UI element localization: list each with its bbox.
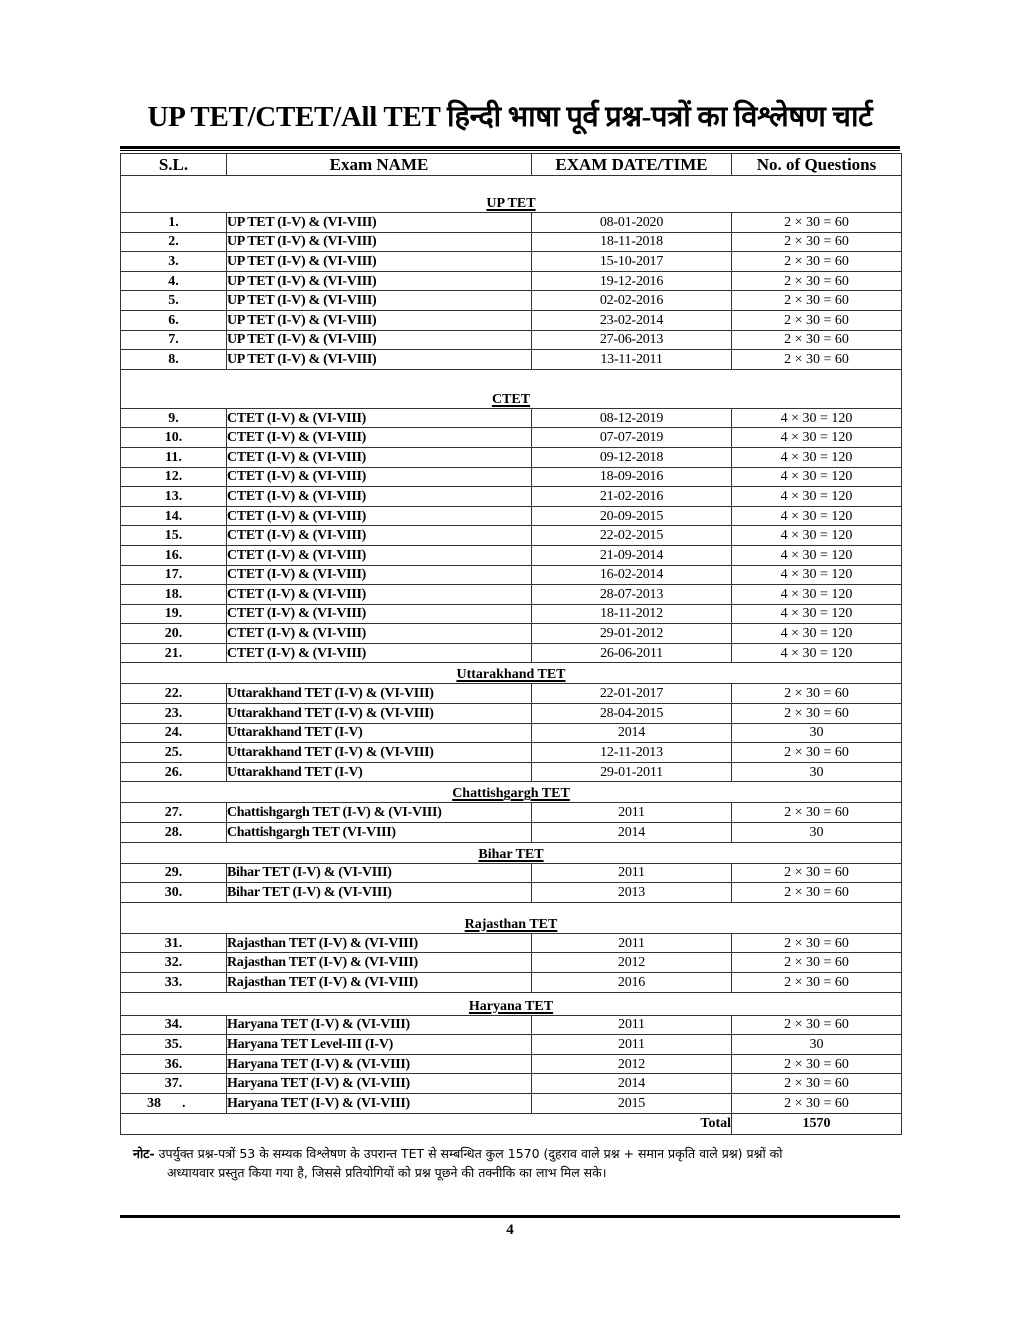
cell-sl: 3.: [121, 252, 227, 272]
cell-questions: 2 × 30 = 60: [732, 213, 902, 233]
cell-sl: 21.: [121, 643, 227, 663]
section-heading: [121, 782, 902, 803]
cell-exam-date: 12-11-2013: [532, 743, 732, 763]
table-row: [121, 1074, 902, 1094]
section-row: [121, 842, 902, 863]
header-sl: S.L.: [121, 154, 227, 176]
exam-analysis-table: [120, 153, 902, 1135]
cell-questions: 30: [732, 1035, 902, 1055]
cell-questions: 4 × 30 = 120: [732, 585, 902, 605]
cell-questions: 2 × 30 = 60: [732, 684, 902, 704]
cell-exam-date: 08-01-2020: [532, 213, 732, 233]
cell-questions: 2 × 30 = 60: [732, 973, 902, 993]
cell-sl: 30.: [121, 883, 227, 903]
table-row: [121, 823, 902, 843]
cell-exam-name: Chattishgargh TET (VI-VIII): [227, 823, 532, 843]
table-row: [121, 1054, 902, 1074]
cell-exam-name: Rajasthan TET (I-V) & (VI-VIII): [227, 973, 532, 993]
cell-questions: 4 × 30 = 120: [732, 428, 902, 448]
page-title: UP TET/CTET/All TET हिन्दी भाषा पूर्व प्रश्न-पत्रों का विश्लेषण चार्ट: [147, 101, 873, 133]
table-row: [121, 604, 902, 624]
cell-sl: 16.: [121, 545, 227, 565]
table-row: [121, 883, 902, 903]
cell-sl: 8.: [121, 350, 227, 370]
title-rule-thin: [120, 150, 900, 151]
table-row: [121, 545, 902, 565]
cell-exam-date: 20-09-2015: [532, 506, 732, 526]
table-row: [121, 585, 902, 605]
note-line-1: उपर्युक्त प्रश्न-पत्रों 53 के सम्यक विश्लेषण के उपरान्त TET से सम्बन्धित कुल 1570 (दुहराव वाले प्रश्न + समान प्रकृति वाले प्रश्न) प्रश्नों को: [158, 1146, 783, 1161]
cell-questions: 2 × 30 = 60: [732, 1074, 902, 1094]
cell-sl: 22.: [121, 684, 227, 704]
cell-sl: 18.: [121, 585, 227, 605]
cell-sl: 24.: [121, 723, 227, 743]
cell-exam-date: 28-07-2013: [532, 585, 732, 605]
cell-questions: 2 × 30 = 60: [732, 1054, 902, 1074]
cell-exam-date: 18-09-2016: [532, 467, 732, 487]
cell-exam-date: 2012: [532, 1054, 732, 1074]
cell-exam-date: 28-04-2015: [532, 704, 732, 724]
cell-sl: 26.: [121, 762, 227, 782]
cell-exam-date: 07-07-2019: [532, 428, 732, 448]
table-row: [121, 330, 902, 350]
table-body: [121, 176, 902, 1114]
footer-rule: [120, 1215, 900, 1218]
cell-exam-name: Haryana TET (I-V) & (VI-VIII): [227, 1074, 532, 1094]
table-row: [121, 624, 902, 644]
cell-questions: 30: [732, 723, 902, 743]
cell-questions: 30: [732, 823, 902, 843]
table-row: [121, 506, 902, 526]
cell-exam-name: CTET (I-V) & (VI-VIII): [227, 467, 532, 487]
cell-exam-name: CTET (I-V) & (VI-VIII): [227, 408, 532, 428]
cell-sl: 35.: [121, 1035, 227, 1055]
cell-sl: 9.: [121, 408, 227, 428]
cell-sl: 5.: [121, 291, 227, 311]
cell-sl: 6.: [121, 310, 227, 330]
cell-questions: 2 × 30 = 60: [732, 953, 902, 973]
cell-exam-name: Haryana TET (I-V) & (VI-VIII): [227, 1093, 532, 1113]
note-label: नोट-: [133, 1146, 155, 1161]
cell-exam-date: 2011: [532, 1015, 732, 1035]
table-row: [121, 428, 902, 448]
table-row: [121, 467, 902, 487]
cell-exam-date: 18-11-2012: [532, 604, 732, 624]
cell-exam-date: 2016: [532, 973, 732, 993]
total-row: [121, 1113, 902, 1134]
cell-questions: 2 × 30 = 60: [732, 883, 902, 903]
cell-sl: 20.: [121, 624, 227, 644]
cell-sl: 10.: [121, 428, 227, 448]
cell-exam-name: CTET (I-V) & (VI-VIII): [227, 585, 532, 605]
cell-exam-date: 08-12-2019: [532, 408, 732, 428]
cell-questions: 4 × 30 = 120: [732, 545, 902, 565]
title-rule-thick: [120, 146, 900, 149]
cell-exam-date: 22-01-2017: [532, 684, 732, 704]
cell-questions: 2 × 30 = 60: [732, 271, 902, 291]
cell-exam-date: 29-01-2011: [532, 762, 732, 782]
cell-questions: 4 × 30 = 120: [732, 565, 902, 585]
table-row: [121, 762, 902, 782]
cell-exam-name: CTET (I-V) & (VI-VIII): [227, 526, 532, 546]
cell-sl: 4.: [121, 271, 227, 291]
cell-exam-name: Uttarakhand TET (I-V) & (VI-VIII): [227, 743, 532, 763]
cell-exam-date: 21-02-2016: [532, 487, 732, 507]
cell-questions: 2 × 30 = 60: [732, 803, 902, 823]
table-row: [121, 350, 902, 370]
table-row: [121, 863, 902, 883]
cell-exam-name: UP TET (I-V) & (VI-VIII): [227, 310, 532, 330]
cell-sl: 23.: [121, 704, 227, 724]
total-label: Total: [121, 1113, 732, 1134]
cell-exam-name: Haryana TET (I-V) & (VI-VIII): [227, 1015, 532, 1035]
header-questions: No. of Questions: [732, 154, 902, 176]
cell-exam-name: CTET (I-V) & (VI-VIII): [227, 565, 532, 585]
cell-exam-date: 2014: [532, 1074, 732, 1094]
table-row: [121, 803, 902, 823]
cell-exam-name: Chattishgargh TET (I-V) & (VI-VIII): [227, 803, 532, 823]
cell-questions: 4 × 30 = 120: [732, 487, 902, 507]
note-line-2: अध्यायवार प्रस्तुत किया गया है, जिससे प्रतियोगियों को प्रश्न पूछने की तक्नीकि का लाभ मिल सके।: [167, 1165, 607, 1180]
cell-questions: 4 × 30 = 120: [732, 506, 902, 526]
table-header-row: [121, 154, 902, 176]
table-row: [121, 213, 902, 233]
section-row: [121, 176, 902, 213]
cell-sl: 32.: [121, 953, 227, 973]
cell-exam-name: Haryana TET (I-V) & (VI-VIII): [227, 1054, 532, 1074]
section-heading: [121, 369, 902, 408]
cell-exam-date: 2013: [532, 883, 732, 903]
table-row: [121, 447, 902, 467]
table-row: [121, 953, 902, 973]
table-row: [121, 1093, 902, 1113]
cell-exam-date: 02-02-2016: [532, 291, 732, 311]
table-row: [121, 252, 902, 272]
cell-questions: 4 × 30 = 120: [732, 408, 902, 428]
cell-exam-date: 15-10-2017: [532, 252, 732, 272]
cell-sl: 1.: [121, 213, 227, 233]
cell-questions: 2 × 30 = 60: [732, 1015, 902, 1035]
table-row: [121, 232, 902, 252]
cell-exam-date: 22-02-2015: [532, 526, 732, 546]
table-row: [121, 743, 902, 763]
cell-exam-date: 09-12-2018: [532, 447, 732, 467]
cell-exam-name: CTET (I-V) & (VI-VIII): [227, 506, 532, 526]
cell-exam-date: 2014: [532, 823, 732, 843]
cell-sl: 19.: [121, 604, 227, 624]
cell-exam-name: UP TET (I-V) & (VI-VIII): [227, 252, 532, 272]
cell-sl: 7.: [121, 330, 227, 350]
cell-exam-name: CTET (I-V) & (VI-VIII): [227, 487, 532, 507]
cell-exam-name: Bihar TET (I-V) & (VI-VIII): [227, 883, 532, 903]
table-row: [121, 723, 902, 743]
table-row: [121, 704, 902, 724]
section-title: Rajasthan TET: [464, 916, 558, 932]
cell-exam-name: Rajasthan TET (I-V) & (VI-VIII): [227, 933, 532, 953]
cell-sl: 34.: [121, 1015, 227, 1035]
cell-exam-date: 26-06-2011: [532, 643, 732, 663]
cell-sl: 27.: [121, 803, 227, 823]
cell-exam-name: CTET (I-V) & (VI-VIII): [227, 604, 532, 624]
cell-exam-name: UP TET (I-V) & (VI-VIII): [227, 232, 532, 252]
cell-sl: 12.: [121, 467, 227, 487]
cell-questions: 4 × 30 = 120: [732, 526, 902, 546]
section-row: [121, 369, 902, 408]
section-heading: [121, 842, 902, 863]
cell-sl: 33.: [121, 973, 227, 993]
cell-exam-date: 29-01-2012: [532, 624, 732, 644]
cell-exam-name: Rajasthan TET (I-V) & (VI-VIII): [227, 953, 532, 973]
cell-sl: 13.: [121, 487, 227, 507]
cell-exam-name: CTET (I-V) & (VI-VIII): [227, 447, 532, 467]
section-title: Chattishgargh TET: [452, 786, 570, 802]
cell-exam-name: Bihar TET (I-V) & (VI-VIII): [227, 863, 532, 883]
table-row: [121, 1035, 902, 1055]
cell-exam-name: UP TET (I-V) & (VI-VIII): [227, 330, 532, 350]
cell-questions: 2 × 30 = 60: [732, 310, 902, 330]
cell-exam-date: 2011: [532, 803, 732, 823]
cell-exam-name: UP TET (I-V) & (VI-VIII): [227, 271, 532, 291]
cell-sl: 25.: [121, 743, 227, 763]
cell-questions: 2 × 30 = 60: [732, 252, 902, 272]
section-heading: [121, 992, 902, 1015]
cell-sl: 36.: [121, 1054, 227, 1074]
table-row: [121, 526, 902, 546]
cell-questions: 4 × 30 = 120: [732, 624, 902, 644]
section-heading: [121, 902, 902, 933]
section-row: [121, 902, 902, 933]
cell-exam-name: Uttarakhand TET (I-V): [227, 723, 532, 743]
cell-questions: 2 × 30 = 60: [732, 291, 902, 311]
cell-exam-name: CTET (I-V) & (VI-VIII): [227, 624, 532, 644]
section-title: Bihar TET: [478, 846, 544, 862]
cell-sl: 29.: [121, 863, 227, 883]
cell-exam-date: 18-11-2018: [532, 232, 732, 252]
section-title: UP TET: [486, 196, 536, 211]
section-heading: [121, 663, 902, 684]
cell-sl: 37.: [121, 1074, 227, 1094]
table-row: [121, 684, 902, 704]
cell-sl: 15.: [121, 526, 227, 546]
cell-exam-name: CTET (I-V) & (VI-VIII): [227, 428, 532, 448]
section-title: Haryana TET: [468, 998, 554, 1014]
cell-exam-name: UP TET (I-V) & (VI-VIII): [227, 291, 532, 311]
cell-exam-date: 2012: [532, 953, 732, 973]
cell-exam-date: 19-12-2016: [532, 271, 732, 291]
cell-questions: 4 × 30 = 120: [732, 467, 902, 487]
table-row: [121, 310, 902, 330]
cell-questions: 2 × 30 = 60: [732, 330, 902, 350]
cell-exam-date: 13-11-2011: [532, 350, 732, 370]
cell-exam-name: UP TET (I-V) & (VI-VIII): [227, 213, 532, 233]
cell-questions: 2 × 30 = 60: [732, 232, 902, 252]
cell-sl: 17.: [121, 565, 227, 585]
cell-exam-date: 2011: [532, 1035, 732, 1055]
cell-exam-name: Uttarakhand TET (I-V) & (VI-VIII): [227, 684, 532, 704]
cell-questions: 2 × 30 = 60: [732, 933, 902, 953]
cell-sl: 28.: [121, 823, 227, 843]
cell-sl: 38 .: [121, 1093, 227, 1113]
cell-sl: 14.: [121, 506, 227, 526]
cell-sl: 31.: [121, 933, 227, 953]
cell-exam-name: Uttarakhand TET (I-V): [227, 762, 532, 782]
cell-exam-date: 21-09-2014: [532, 545, 732, 565]
cell-exam-date: 2011: [532, 863, 732, 883]
section-row: [121, 992, 902, 1015]
cell-questions: 4 × 30 = 120: [732, 604, 902, 624]
table-row: [121, 1015, 902, 1035]
header-exam-name: Exam NAME: [227, 154, 532, 176]
cell-exam-name: CTET (I-V) & (VI-VIII): [227, 545, 532, 565]
cell-exam-date: 16-02-2014: [532, 565, 732, 585]
cell-questions: 2 × 30 = 60: [732, 863, 902, 883]
cell-exam-name: Uttarakhand TET (I-V) & (VI-VIII): [227, 704, 532, 724]
cell-sl: 11.: [121, 447, 227, 467]
cell-questions: 2 × 30 = 60: [732, 1093, 902, 1113]
table-row: [121, 291, 902, 311]
note-block: [133, 1144, 893, 1182]
cell-sl: 2.: [121, 232, 227, 252]
table-row: [121, 487, 902, 507]
table-row: [121, 643, 902, 663]
header-exam-date: EXAM DATE/TIME: [532, 154, 732, 176]
table-row: [121, 973, 902, 993]
page-number: 4: [506, 1222, 514, 1238]
table-row: [121, 565, 902, 585]
cell-questions: 2 × 30 = 60: [732, 743, 902, 763]
cell-exam-date: 27-06-2013: [532, 330, 732, 350]
table-row: [121, 408, 902, 428]
section-heading: [121, 176, 902, 213]
cell-questions: 4 × 30 = 120: [732, 447, 902, 467]
cell-questions: 30: [732, 762, 902, 782]
cell-exam-date: 23-02-2014: [532, 310, 732, 330]
cell-exam-name: CTET (I-V) & (VI-VIII): [227, 643, 532, 663]
section-title: CTET: [491, 391, 531, 407]
section-title: Uttarakhand TET: [456, 667, 566, 683]
section-row: [121, 663, 902, 684]
cell-questions: 4 × 30 = 120: [732, 643, 902, 663]
cell-questions: 2 × 30 = 60: [732, 350, 902, 370]
cell-exam-date: 2011: [532, 933, 732, 953]
cell-exam-name: Haryana TET Level-III (I-V): [227, 1035, 532, 1055]
table-row: [121, 271, 902, 291]
cell-questions: 2 × 30 = 60: [732, 704, 902, 724]
cell-exam-date: 2014: [532, 723, 732, 743]
section-row: [121, 782, 902, 803]
table-row: [121, 933, 902, 953]
cell-exam-name: UP TET (I-V) & (VI-VIII): [227, 350, 532, 370]
total-value: 1570: [732, 1113, 902, 1134]
cell-exam-date: 2015: [532, 1093, 732, 1113]
